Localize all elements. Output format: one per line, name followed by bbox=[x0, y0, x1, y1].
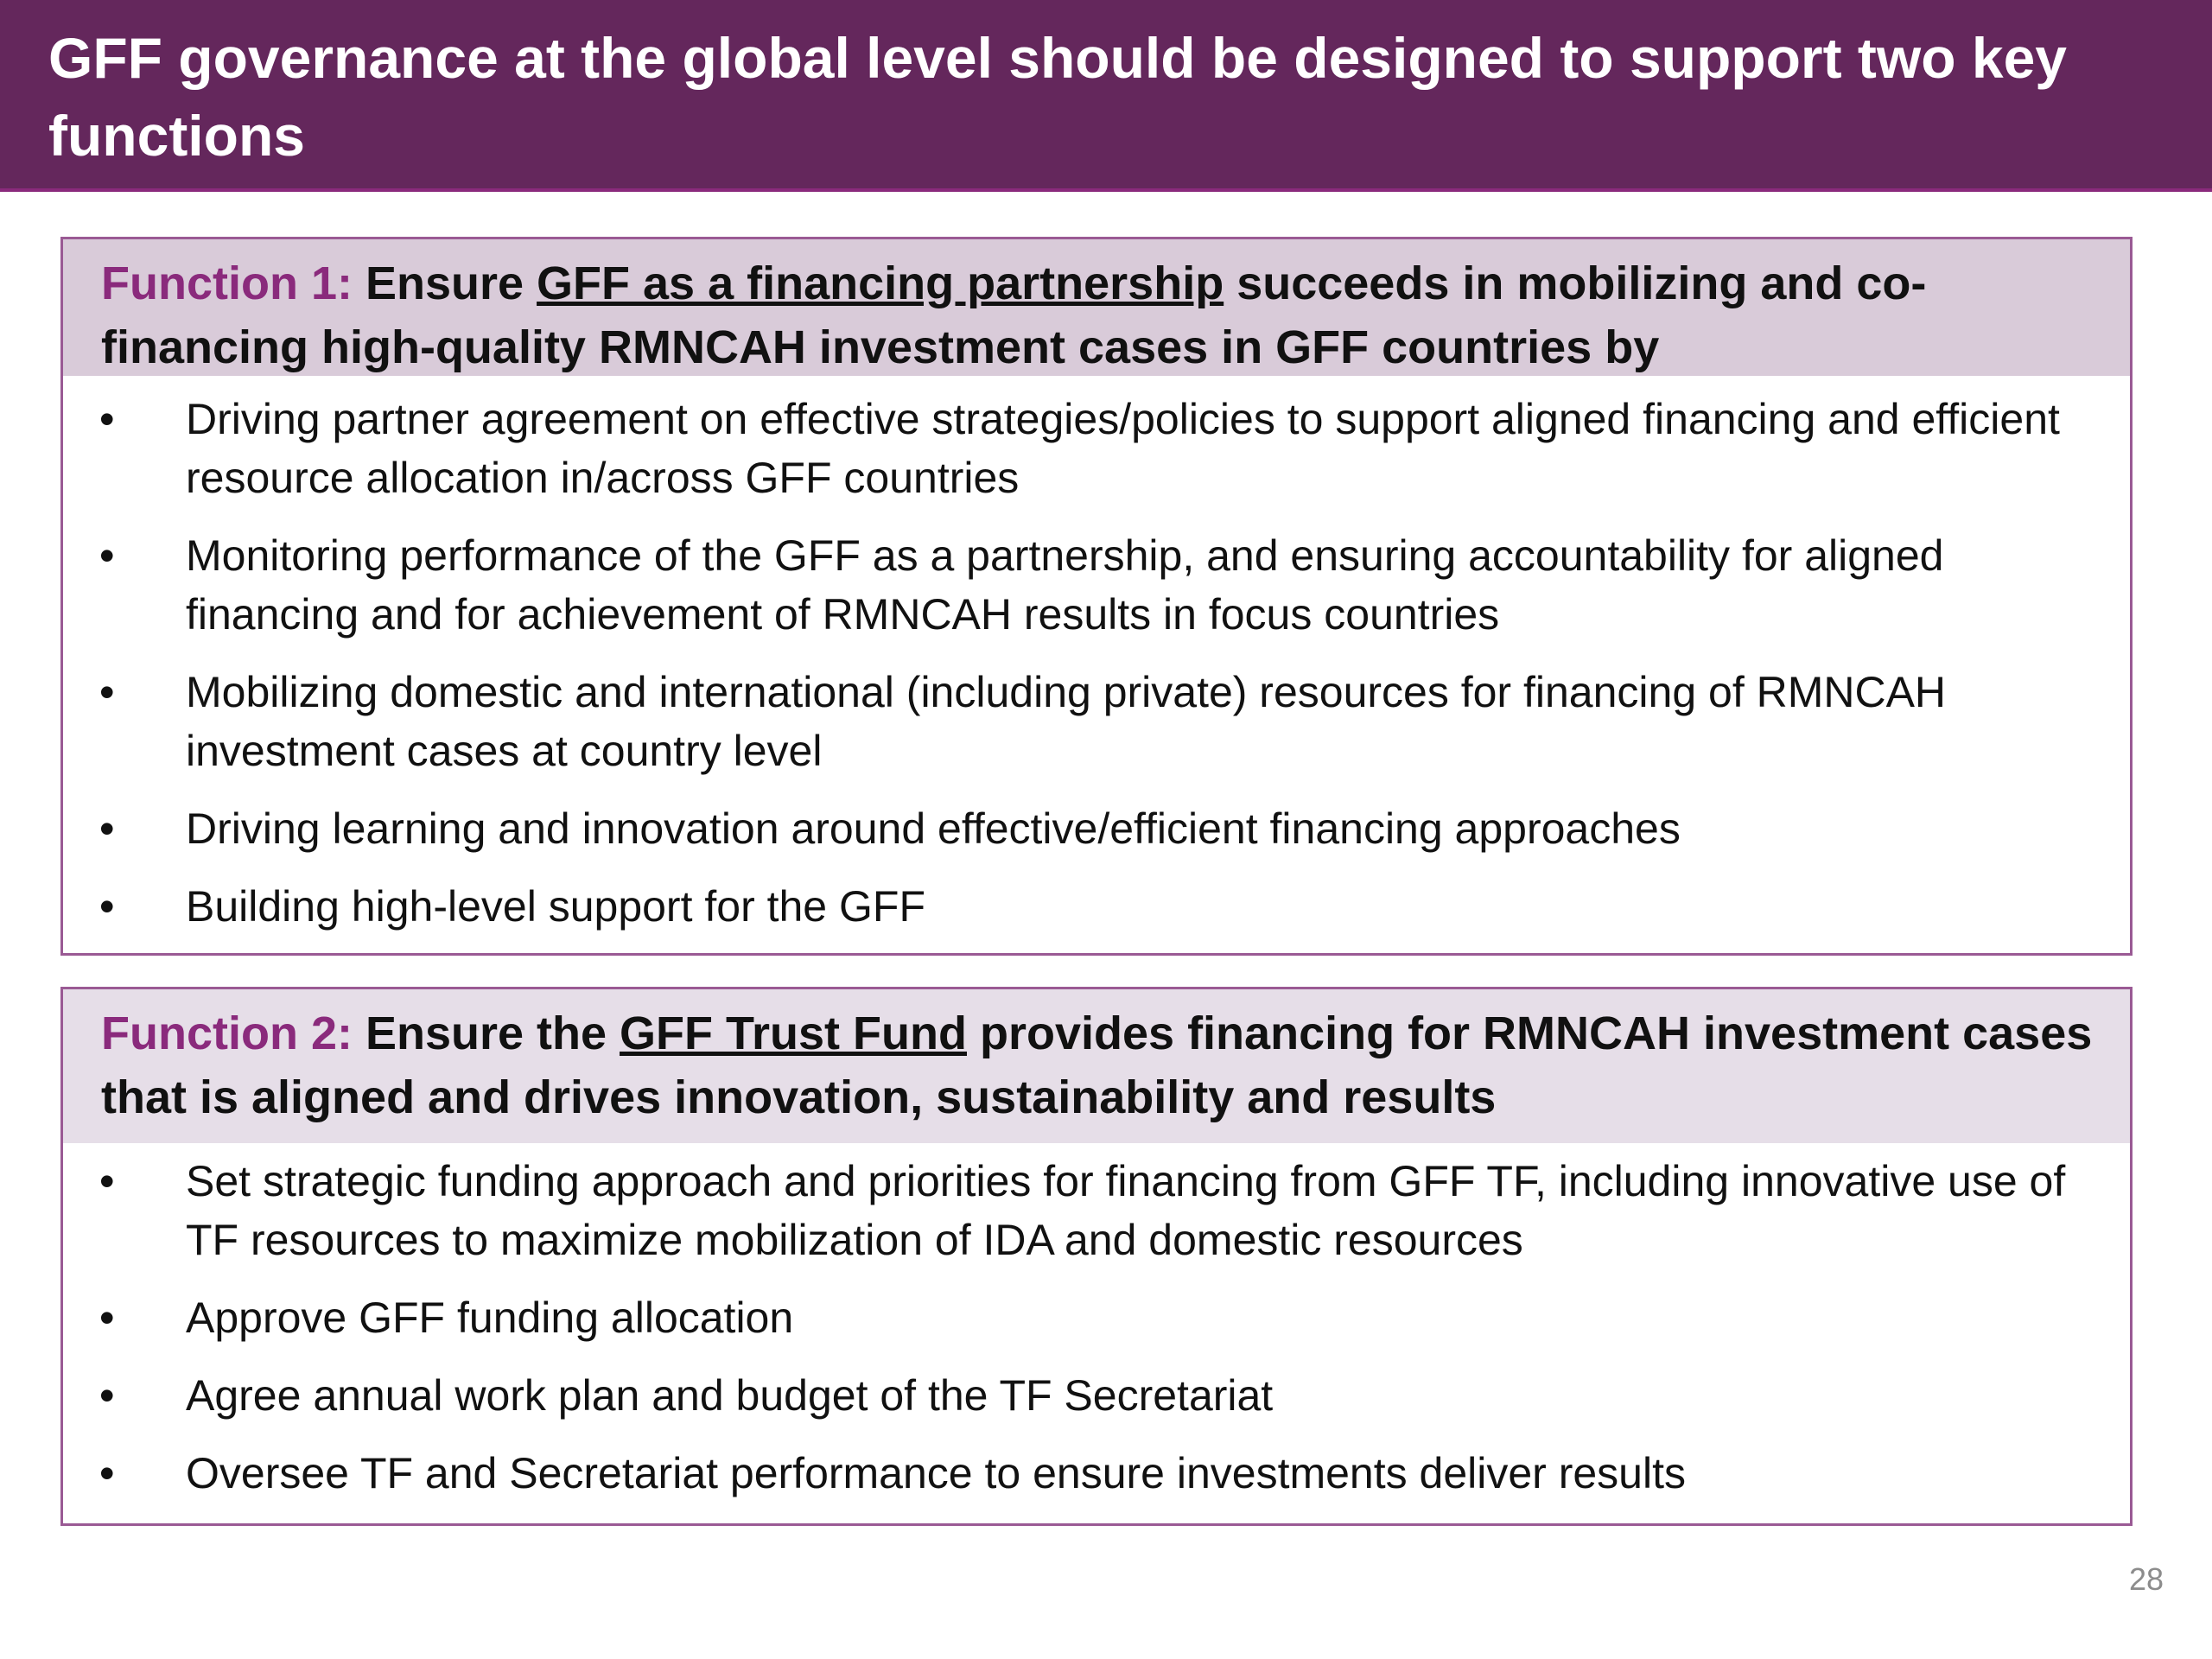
function-1-box bbox=[60, 237, 2133, 956]
function-2-text-after: provides financing for RMNCAH investment cases that is aligned and drives innovation, sustainability and results bbox=[101, 1007, 2093, 1123]
bullet-text: Driving partner agreement on effective strategies/policies to support aligned financing and efficient resource allocation in/across GFF countries bbox=[186, 395, 2060, 502]
function-2-header bbox=[63, 989, 2130, 1143]
bullet-text: Set strategic funding approach and priorities for financing from GFF TF, including innovative use of TF resources to maximize mobilization of IDA and domestic resources bbox=[186, 1157, 2066, 1264]
function-2-text-before: Ensure the bbox=[352, 1007, 620, 1059]
list-item bbox=[63, 877, 2130, 936]
bullet-icon: • bbox=[99, 1449, 115, 1497]
function-2-box bbox=[60, 987, 2133, 1526]
function-1-underlined: GFF as a financing partnership bbox=[537, 257, 1224, 309]
list-item bbox=[63, 1288, 2130, 1347]
list-item bbox=[63, 799, 2130, 858]
function-2-bullet-list bbox=[63, 1143, 2130, 1503]
bullet-icon: • bbox=[99, 668, 115, 716]
bullet-icon: • bbox=[99, 804, 115, 853]
list-item bbox=[63, 1152, 2130, 1269]
bullet-text: Driving learning and innovation around effective/efficient financing approaches bbox=[186, 804, 1681, 853]
function-1-text-before: Ensure bbox=[352, 257, 537, 309]
function-1-text-after: succeeds in mobilizing and co-financing high-quality RMNCAH investment cases in GFF countries by bbox=[101, 257, 1927, 373]
list-item bbox=[63, 390, 2130, 507]
bullet-icon: • bbox=[99, 1371, 115, 1420]
bullet-icon: • bbox=[99, 531, 115, 580]
function-1-label: Function 1: bbox=[101, 257, 353, 309]
bullet-icon: • bbox=[99, 395, 115, 443]
list-item bbox=[63, 1444, 2130, 1503]
bullet-text: Mobilizing domestic and international (including private) resources for financing of RMNCAH investment cases at country level bbox=[186, 668, 1947, 775]
list-item bbox=[63, 526, 2130, 644]
list-item bbox=[63, 1366, 2130, 1425]
function-1-bullet-list bbox=[63, 376, 2130, 936]
function-1-header bbox=[63, 239, 2130, 376]
function-2-underlined: GFF Trust Fund bbox=[620, 1007, 967, 1059]
bullet-text: Agree annual work plan and budget of the TF Secretariat bbox=[186, 1371, 1274, 1420]
page-number: 28 bbox=[2128, 1561, 2164, 1597]
bullet-icon: • bbox=[99, 882, 115, 931]
bullet-icon: • bbox=[99, 1157, 115, 1205]
bullet-text: Building high-level support for the GFF bbox=[186, 882, 925, 931]
bullet-text: Oversee TF and Secretariat performance to ensure investments deliver results bbox=[186, 1449, 1686, 1497]
bullet-text: Approve GFF funding allocation bbox=[186, 1294, 794, 1342]
title-bar bbox=[0, 0, 2212, 192]
function-2-label: Function 2: bbox=[101, 1007, 353, 1059]
bullet-icon: • bbox=[99, 1294, 115, 1342]
slide-title: GFF governance at the global level should be designed to support two key functions bbox=[48, 26, 2068, 168]
list-item bbox=[63, 663, 2130, 780]
bullet-text: Monitoring performance of the GFF as a partnership, and ensuring accountability for aligned financing and for achievement of RMNCAH results in focus countries bbox=[186, 531, 1944, 639]
